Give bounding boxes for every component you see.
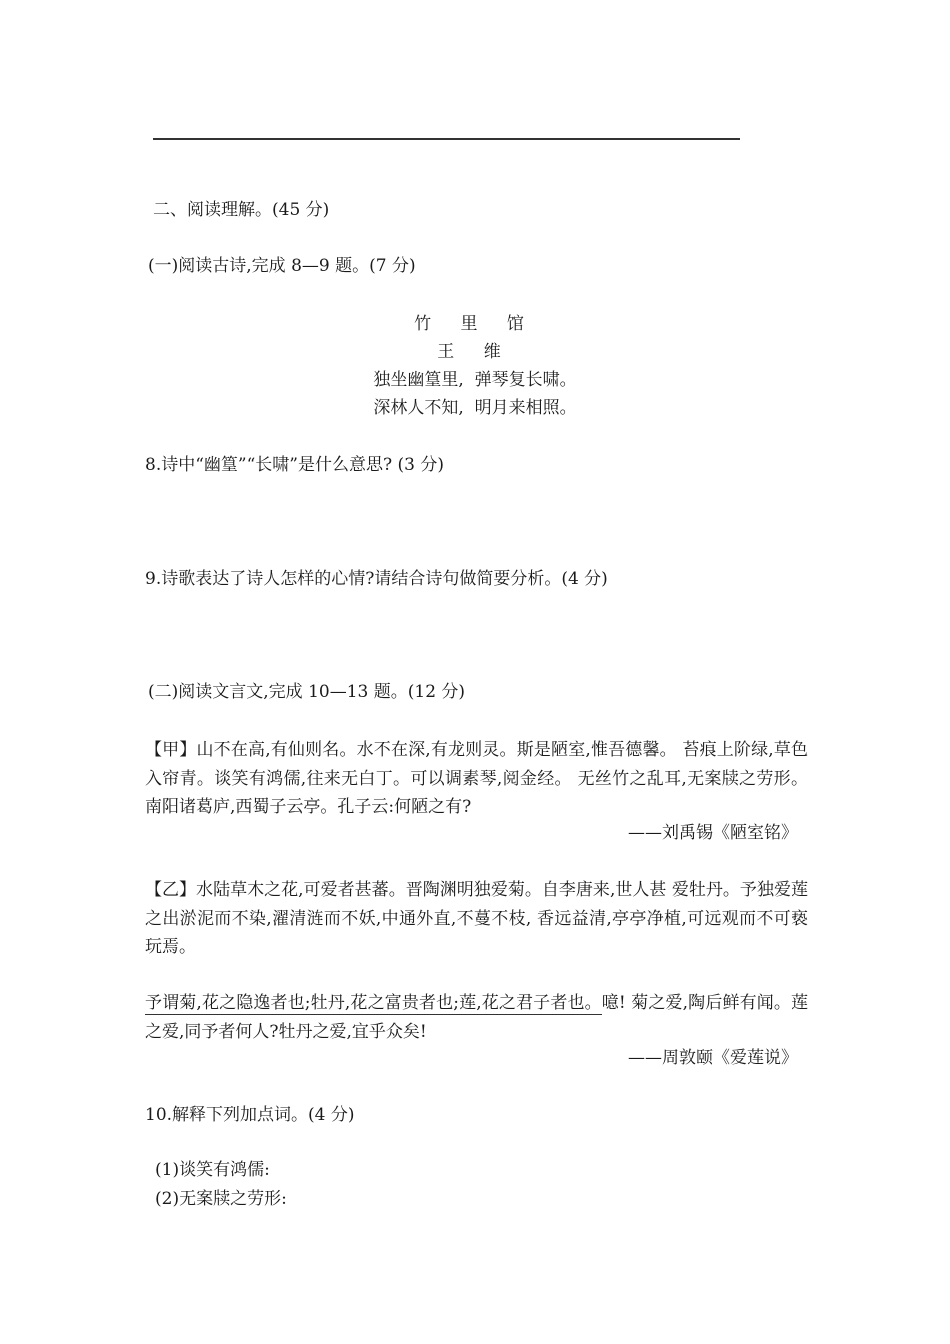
part1-heading: (一)阅读古诗,完成 8—9 题。(7 分)	[148, 256, 416, 276]
passage-jia-attribution: ——刘禹锡《陋室铭》	[628, 823, 798, 843]
section-heading: 二、阅读理解。(45 分)	[153, 200, 330, 220]
question-10-item: (1)谈笑有鸿儒:	[155, 1160, 270, 1180]
header-rule	[153, 138, 740, 140]
part2-heading: (二)阅读文言文,完成 10—13 题。(12 分)	[148, 682, 466, 702]
question-10-item: (2)无案牍之劳形:	[155, 1189, 287, 1209]
passage-yi-continued	[145, 989, 808, 1046]
poem-title: 竹 里 馆	[414, 314, 536, 334]
passage-yi: 【乙】水陆草木之花,可爱者甚蕃。晋陶渊明独爱菊。自李唐来,世人甚 爱牡丹。予独爱莲之出淤泥而不染,濯清涟而不妖,中通外直,不蔓不枝, 香远益清,亭亭净植,可远观而不可亵玩焉。	[145, 880, 808, 957]
underlined-sentence: 予谓菊,花之隐逸者也;牡丹,花之富贵者也;莲,花之君子者也。	[145, 993, 602, 1013]
passage-jia: 【甲】山不在高,有仙则名。水不在深,有龙则灵。斯是陋室,惟吾德馨。 苔痕上阶绿,草色入帘青。谈笑有鸿儒,往来无白丁。可以调素琴,阅金经。 无丝竹之乱耳,无案牍之劳形。南阳诸葛庐,西蜀子云亭。孔子云:何陋之有?	[145, 740, 808, 817]
poem-line: 深林人不知, 明月来相照。	[373, 398, 577, 418]
question-8: 8.诗中“幽篁”“长啸”是什么意思? (3 分)	[145, 455, 444, 475]
passage-yi-attribution: ——周敦颐《爱莲说》	[628, 1048, 798, 1068]
passage-yi-rest: 噫! 菊之爱,陶后鲜有闻。莲之爱,同予者何人?牡丹之爱,宜乎众矣!	[145, 993, 808, 1042]
poem-line: 独坐幽篁里, 弹琴复长啸。	[373, 370, 577, 390]
question-9: 9.诗歌表达了诗人怎样的心情?请结合诗句做简要分析。(4 分)	[145, 569, 608, 589]
question-10: 10.解释下列加点词。(4 分)	[145, 1105, 355, 1125]
poem-author: 王 维	[437, 342, 513, 362]
